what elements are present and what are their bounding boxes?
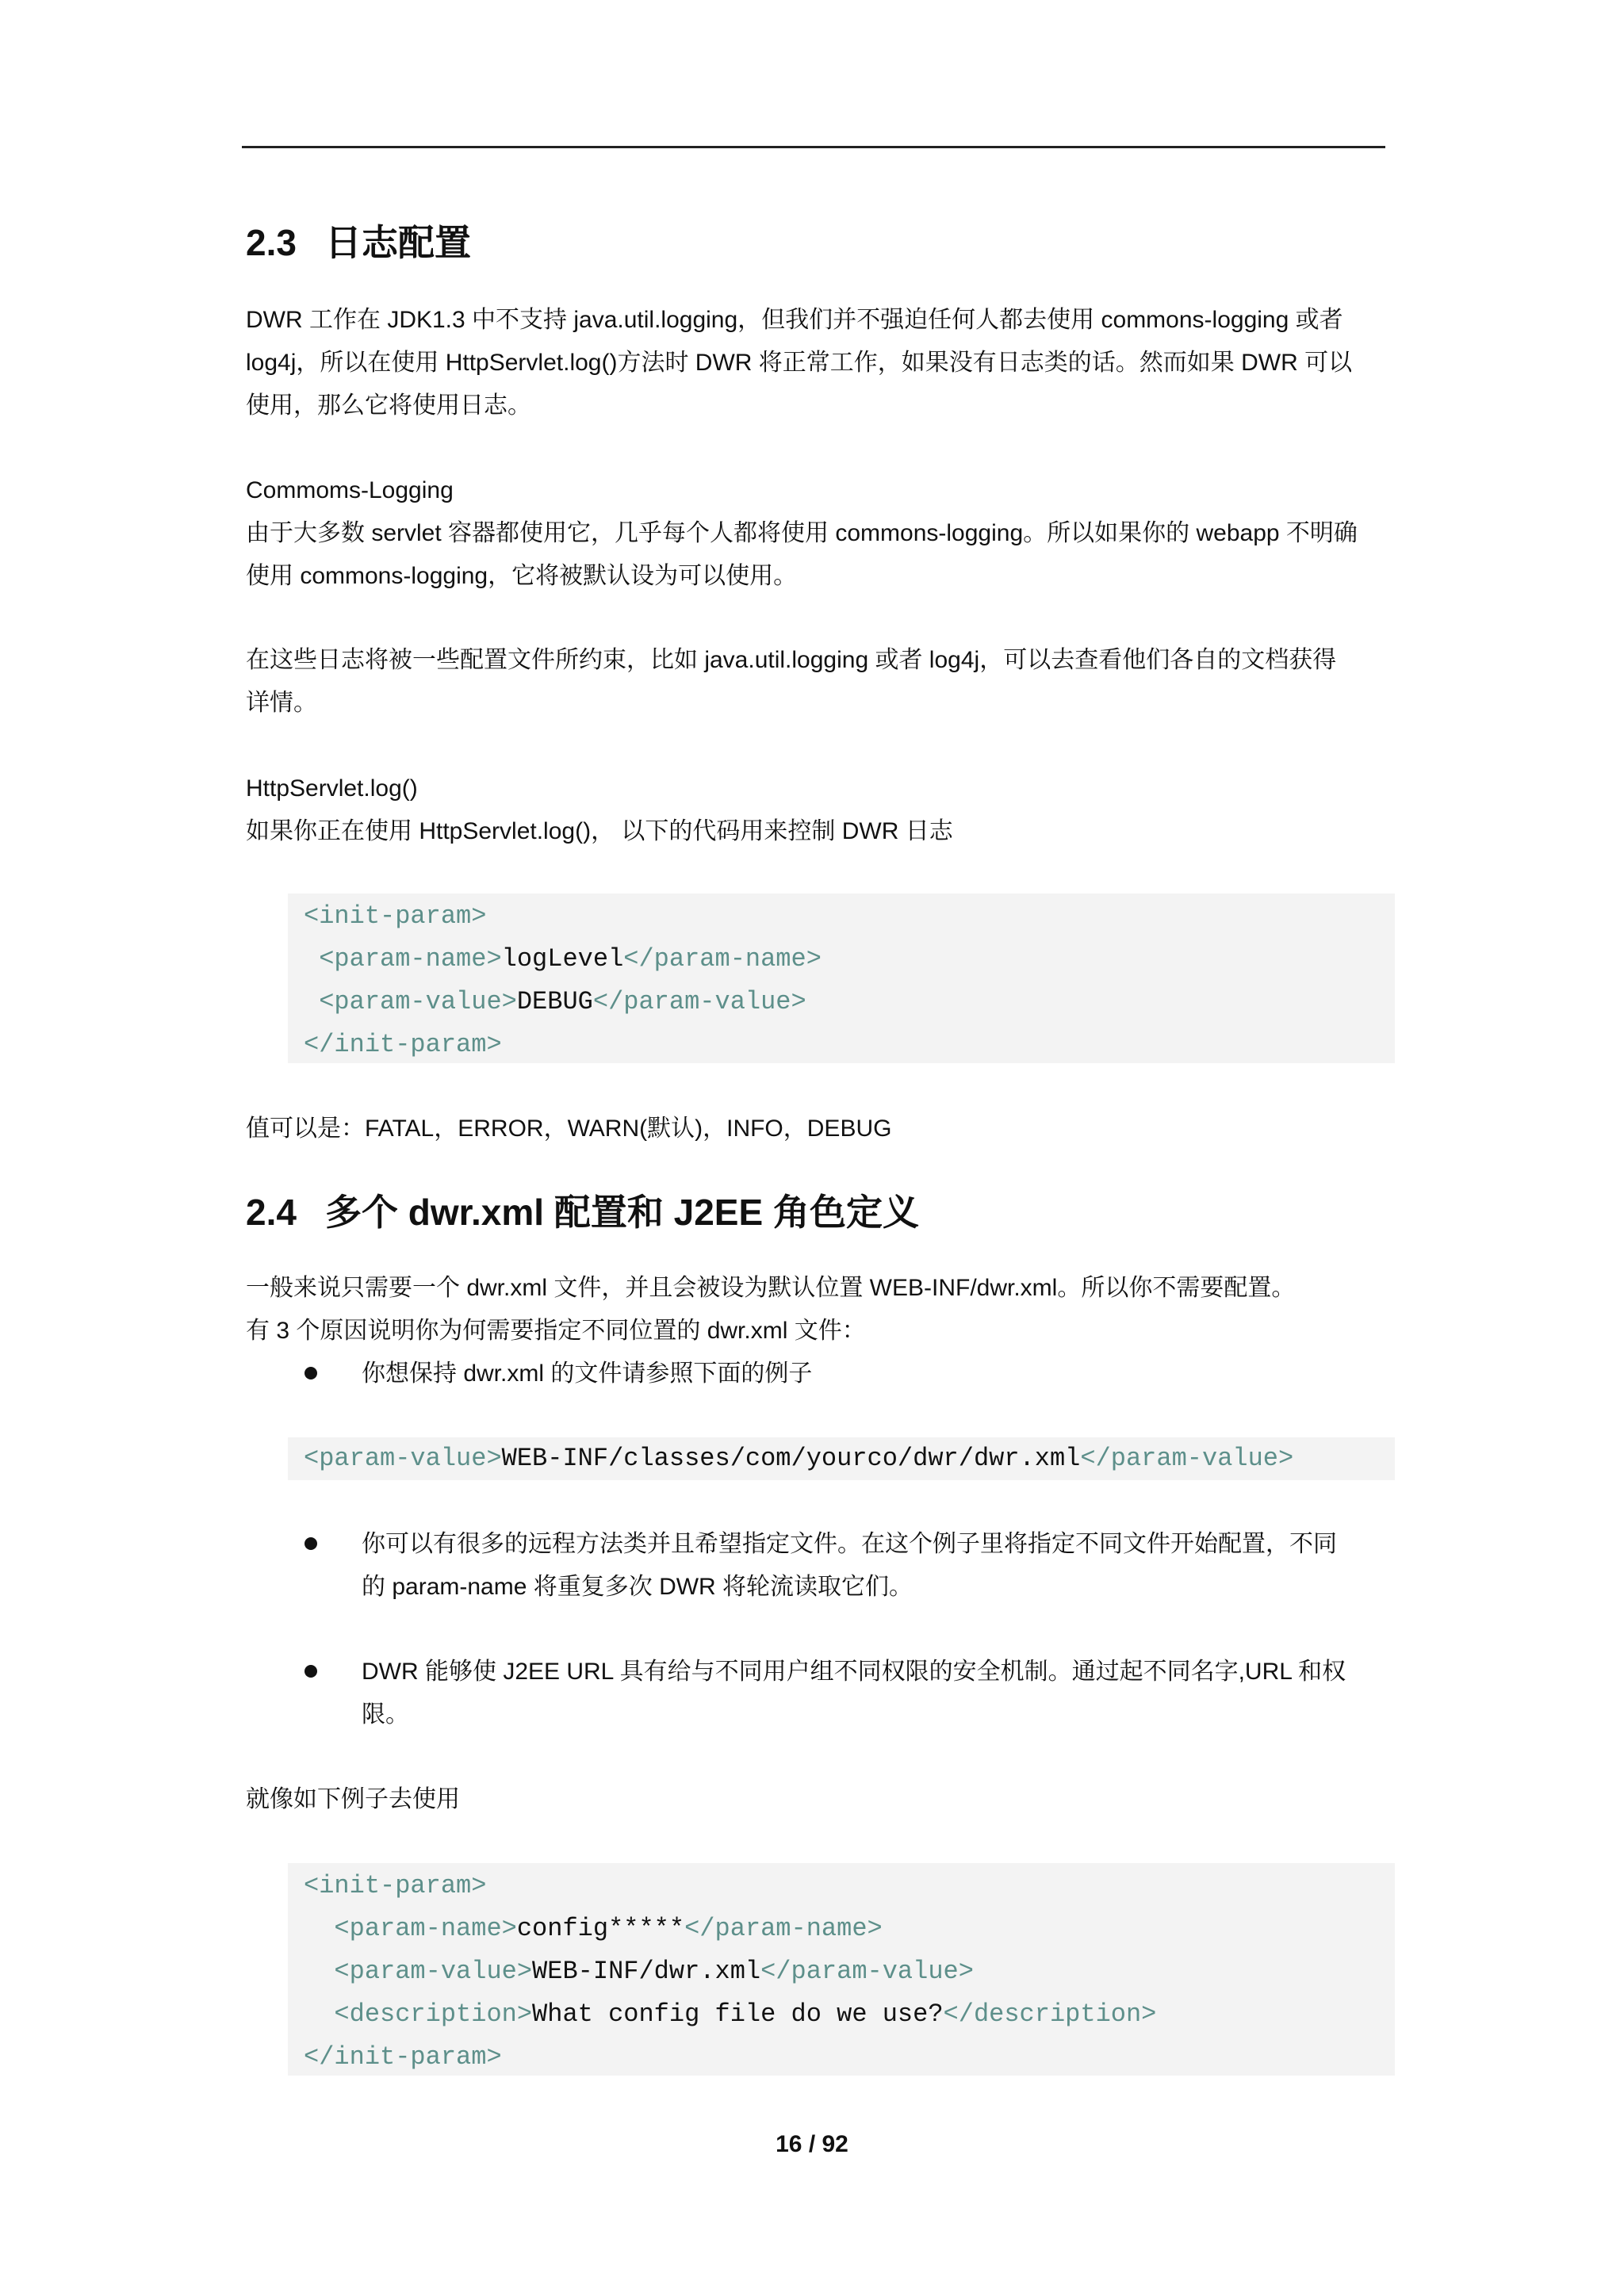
code-text: What config file do we use? [532, 1999, 944, 2029]
bullet-point [304, 1665, 317, 1678]
text-line: DWR 工作在 JDK1.3 中不支持 java.util.logging，但我们并不强迫任何人都去使用 commons-logging 或者 [246, 307, 1343, 333]
text-line: 有 3 个原因说明你为何需要指定不同位置的 dwr.xml 文件： [246, 1318, 866, 1344]
code-tag: </param-value> [592, 987, 806, 1016]
bullet-item-1 [362, 1353, 1385, 1395]
subheading-httpservlet-log: HttpServlet.log() [246, 775, 418, 802]
code-tag: <param-value> [304, 1444, 502, 1473]
text-line: 就像如下例子去使用 [246, 1786, 460, 1812]
text-line: 的 param-name 将重复多次 DWR 将轮流读取它们。 [362, 1574, 914, 1600]
bullet-item-3 [362, 1651, 1385, 1736]
code-tag: </param-name> [684, 1914, 883, 1943]
current-page: 16 [776, 2131, 802, 2157]
paragraph-usage [246, 1778, 1388, 1821]
code-tag: <description> [334, 1999, 533, 2029]
text-line: 值可以是：FATAL，ERROR，WARN(默认)，INFO，DEBUG [246, 1115, 892, 1142]
text-line: 由于大多数 servlet 容器都使用它，几乎每个人都将使用 commons-logging。所以如果你的 webapp 不明确 [246, 520, 1358, 546]
paragraph-config-files [246, 639, 1388, 725]
code-tag: <param-value> [334, 1957, 533, 1986]
code-tag: </param-value> [1080, 1444, 1294, 1473]
code-tag: </init-param> [304, 1030, 502, 1059]
text-line: 在这些日志将被一些配置文件所约束，比如 java.util.logging 或者 log4j，可以去查看他们各自的文档获得 [246, 647, 1337, 673]
page-separator: / [802, 2131, 822, 2157]
code-tag: <param-name> [334, 1914, 517, 1943]
code-text: WEB-INF/dwr.xml [532, 1957, 761, 1986]
code-text: logLevel [501, 944, 624, 974]
code-tag: </param-name> [623, 944, 822, 974]
code-block-param-value [288, 1437, 1395, 1480]
text-line: log4j，所以在使用 HttpServlet.log()方法时 DWR 将正常工作，如果没有日志类的话。然而如果 DWR 可以 [246, 350, 1353, 376]
paragraph-dwr-jdk [246, 299, 1388, 427]
text-line: 你想保持 dwr.xml 的文件请参照下面的例子 [362, 1360, 813, 1387]
text-line: 限。 [362, 1701, 409, 1728]
code-tag: </init-param> [304, 2042, 502, 2072]
code-text: config***** [516, 1914, 685, 1943]
bullet-point [304, 1537, 317, 1550]
text-line: 使用，那么它将使用日志。 [246, 392, 531, 419]
text-line: 如果你正在使用 HttpServlet.log()， 以下的代码用来控制 DWR 日志 [246, 818, 953, 844]
text-line: 一般来说只需要一个 dwr.xml 文件，并且会被设为默认位置 WEB-INF/dwr.xml。所以你不需要配置。 [246, 1275, 1296, 1301]
code-tag: <param-value> [319, 987, 517, 1016]
section-title: 多个 dwr.xml 配置和 J2EE 角色定义 [325, 1192, 919, 1233]
bullet-point [304, 1367, 317, 1380]
bullet-item-2 [362, 1523, 1385, 1609]
text-line: 你可以有很多的远程方法类并且希望指定文件。在这个例子里将指定不同文件开始配置，不同 [362, 1531, 1337, 1557]
code-text: WEB-INF/classes/com/yourco/dwr/dwr.xml [501, 1444, 1081, 1473]
code-tag: <param-name> [319, 944, 502, 974]
code-block-loglevel [288, 894, 1395, 1063]
paragraph-commons-logging [246, 469, 1388, 598]
code-tag: </param-value> [760, 1957, 974, 1986]
paragraph-httpservlet-log [246, 767, 1388, 853]
code-tag: </description> [943, 1999, 1157, 2029]
section-number: 2.3 [246, 222, 297, 263]
code-text: DEBUG [516, 987, 593, 1016]
page-number [0, 2131, 1624, 2158]
text-line: DWR 能够使 J2EE URL 具有给与不同用户组不同权限的安全机制。通过起不同名字,URL 和权 [362, 1659, 1346, 1685]
text-line: 使用 commons-logging，它将被默认设为可以使用。 [246, 563, 798, 589]
code-block-config [288, 1863, 1395, 2076]
section-heading-2-4 [246, 1184, 919, 1236]
code-tag: <init-param> [304, 1871, 487, 1900]
section-number: 2.4 [246, 1192, 297, 1233]
paragraph-log-values [246, 1108, 1388, 1150]
section-heading-2-3 [246, 214, 471, 266]
text-line: 详情。 [246, 690, 317, 716]
header-rule [242, 146, 1385, 148]
section-title: 日志配置 [325, 222, 471, 263]
paragraph-dwr-xml-intro [246, 1267, 1388, 1353]
subheading-commons-logging: Commoms-Logging [246, 477, 454, 503]
code-tag: <init-param> [304, 901, 487, 931]
total-pages: 92 [822, 2131, 848, 2157]
